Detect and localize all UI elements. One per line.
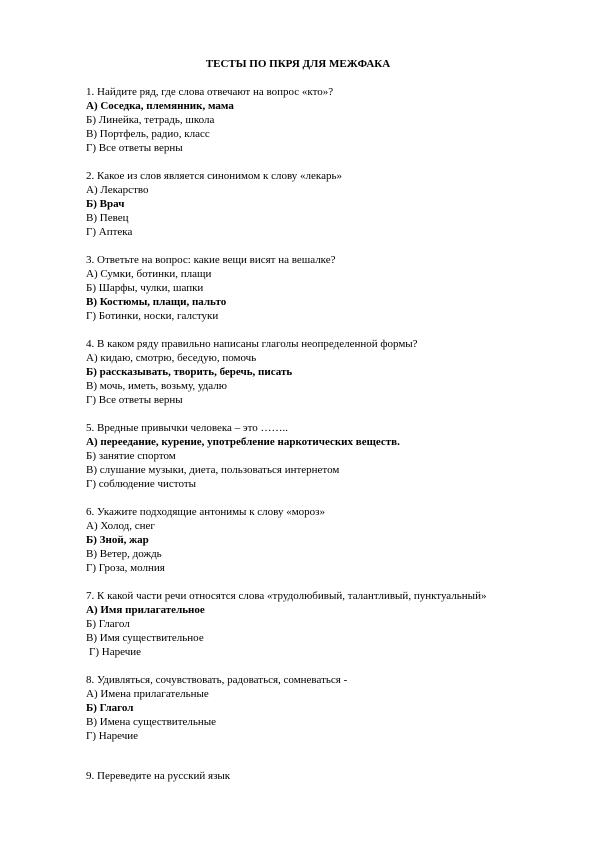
answer-option-correct: В) Костюмы, плащи, пальто [86,296,227,308]
answer-option: Б) занятие спортом [86,450,176,462]
answer-option: Б) Глагол [86,618,130,630]
answer-option: А) Лекарство [86,184,149,196]
page-title: ТЕСТЫ ПО ПКРЯ ДЛЯ МЕЖФАКА [205,58,391,70]
question-text: 8. Удивляться, сочувствовать, радоваться, сомневаться - [86,674,348,686]
answer-option: В) Имя существительное [86,632,204,644]
question-7 [86,589,566,659]
question-text: 6. Укажите подходящие антонимы к слову «мороз» [86,506,326,518]
answer-option: А) Имена прилагательные [86,688,209,700]
question-6 [86,505,566,575]
answer-option: Б) Линейка, тетрадь, школа [86,114,215,126]
answer-option-correct: Б) Глагол [86,702,134,714]
question-text: 1. Найдите ряд, где слова отвечают на вопрос «кто»? [86,86,334,98]
answer-option-correct: Б) рассказывать, творить, беречь, писать [86,366,293,378]
answer-option-correct: А) Соседка, племянник, мама [86,100,234,112]
question-1 [86,85,566,155]
answer-option: В) Ветер, дождь [86,548,162,560]
answer-option-correct: А) переедание, курение, употребление наркотических веществ. [86,436,400,448]
answer-option-correct: Б) Зной, жар [86,534,149,546]
question-text: 4. В каком ряду правильно написаны глаголы неопределенной формы? [86,338,418,350]
answer-option: А) Сумки, ботинки, плащи [86,268,212,280]
question-text: 9. Переведите на русский язык [86,770,231,782]
answer-option: Г) соблюдение чистоты [86,478,197,490]
question-8 [86,673,566,743]
answer-option: Г) Аптека [86,226,133,238]
answer-option: В) мочь, иметь, возьму, удалю [86,380,227,392]
answer-option: Г) Гроза, молния [86,562,165,574]
answer-option: Г) Наречие [86,730,139,742]
question-text: 5. Вредные привычки человека – это …….. [86,422,289,434]
answer-option: Г) Все ответы верны [86,142,183,154]
answer-option: В) Певец [86,212,129,224]
answer-option: Г) Наречие [89,646,142,658]
question-9 [86,769,566,783]
test-content [86,85,566,797]
answer-option: Г) Все ответы верны [86,394,183,406]
answer-option-correct: Б) Врач [86,198,125,210]
question-text: 2. Какое из слов является синонимом к слову «лекарь» [86,170,342,182]
answer-option: В) Имена существительные [86,716,217,728]
answer-option: А) Холод, снег [86,520,155,532]
question-text: 3. Ответьте на вопрос: какие вещи висят на вешалке? [86,254,336,266]
answer-option: В) слушание музыки, диета, пользоваться интернетом [86,464,340,476]
answer-option: Г) Ботинки, носки, галстуки [86,310,219,322]
question-3 [86,253,566,323]
question-text: 7. К какой части речи относятся слова «трудолюбивый, талантливый, пунктуальный» [86,590,487,602]
answer-option-correct: А) Имя прилагательное [86,604,205,616]
question-4 [86,337,566,407]
answer-option: Б) Шарфы, чулки, шапки [86,282,204,294]
answer-option: В) Портфель, радио, класс [86,128,210,140]
question-5 [86,421,566,491]
question-2 [86,169,566,239]
answer-option: А) кидаю, смотрю, беседую, помочь [86,352,257,364]
